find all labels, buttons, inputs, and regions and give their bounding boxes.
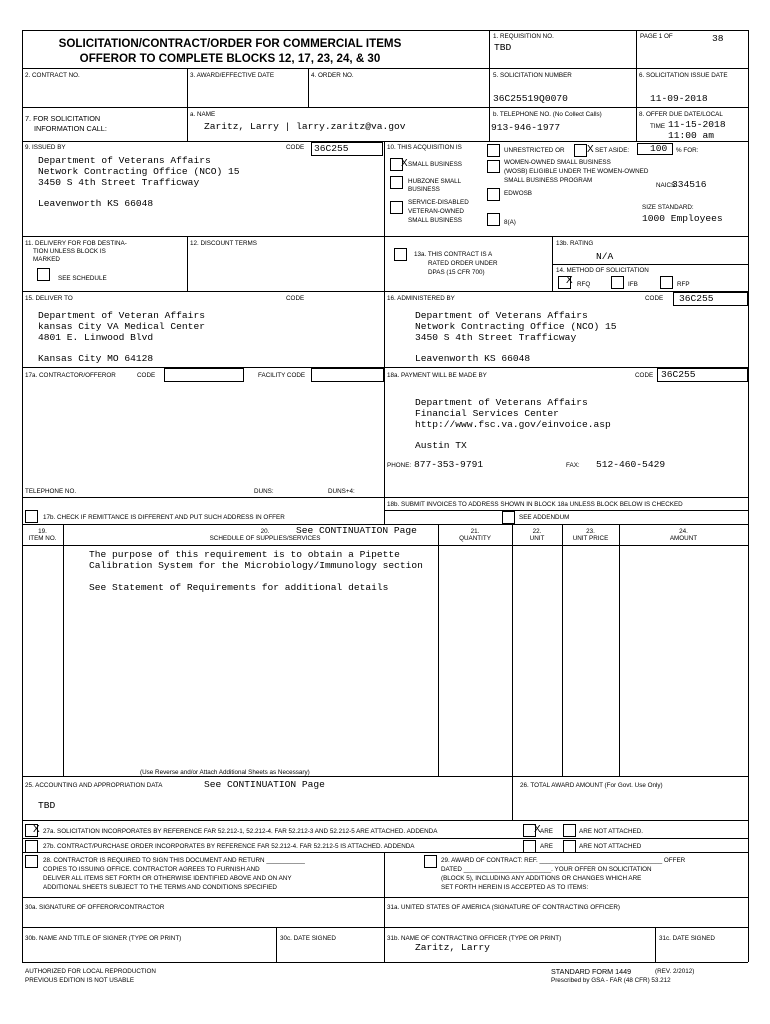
- page-label: PAGE 1 OF: [640, 33, 673, 40]
- issued-by-code-label: CODE: [286, 144, 305, 151]
- clause-27a-check-mark: X: [33, 824, 40, 835]
- col-unit-price-num: 23.: [586, 528, 595, 535]
- wosb-label-3: SMALL BUSINESS PROGRAM: [504, 177, 593, 184]
- method-label: 14. METHOD OF SOLICITATION: [556, 267, 649, 274]
- rfp-label: RFP: [677, 281, 690, 288]
- rated-order-label-3: DPAS (15 CFR 700): [428, 269, 485, 276]
- deliver-to-line2: kansas City VA Medical Center: [38, 321, 205, 332]
- time-label: TIME: [650, 123, 666, 130]
- addendum-checkbox[interactable]: [502, 511, 515, 524]
- small-business-check-mark: X: [401, 158, 408, 169]
- delivery-fob-label-3: MARKED: [33, 256, 60, 263]
- eight-a-label: 8(A): [504, 219, 516, 226]
- solicitation-no-label: 5. SOLICITATION NUMBER: [493, 72, 572, 79]
- set-aside-label: SET ASIDE:: [595, 147, 630, 154]
- see-schedule-label: SEE SCHEDULE: [58, 275, 107, 282]
- payment-phone[interactable]: 877-353-9791: [414, 459, 484, 470]
- administered-by-line2: Network Contracting Office (NCO) 15: [415, 321, 617, 332]
- payment-line4: Austin TX: [415, 440, 467, 451]
- payment-fax[interactable]: 512-460-5429: [596, 459, 666, 470]
- col-unit-num: 22.: [532, 528, 542, 535]
- col-item-no: ITEM NO.: [28, 535, 57, 542]
- deliver-to-label: 15. DELIVER TO: [25, 295, 73, 302]
- payment-code-label: CODE: [635, 372, 654, 379]
- duns4-label: DUNS+4:: [328, 488, 355, 495]
- contract-no-label: 2. CONTRACT NO.: [25, 72, 80, 79]
- clause-27a-are: ARE: [540, 828, 553, 835]
- remittance-checkbox[interactable]: [25, 510, 38, 523]
- accounting-value: See CONTINUATION Page: [204, 779, 325, 790]
- clause-27a-label: 27a. SOLICITATION INCORPORATES BY REFERENCE FAR 52.212-1, 52.212-4. FAR 52.212-3 AND 52.212-5 ARE ATTACHED. ADDENDA: [43, 828, 438, 835]
- deliver-to-line3: 4801 E. Linwood Blvd: [38, 332, 154, 343]
- administered-by-label: 16. ADMINISTERED BY: [387, 295, 455, 302]
- hubzone-label-2: BUSINESS: [408, 186, 440, 193]
- clause-27a-are-not: ARE NOT ATTACHED.: [579, 828, 644, 835]
- payment-line2: Financial Services Center: [415, 408, 559, 419]
- phone-label: b. TELEPHONE NO. (No Collect Calls): [493, 111, 602, 118]
- block-29-line3: (BLOCK 5), INCLUDING ANY ADDITIONS OR CHANGES WHICH ARE: [441, 875, 642, 882]
- clause-27a-are-check-mark: X: [534, 824, 541, 835]
- solicitation-no-value[interactable]: 36C25519Q0070: [493, 93, 568, 104]
- ifb-checkbox[interactable]: [611, 276, 624, 289]
- officer-31b-value[interactable]: Zaritz, Larry: [415, 942, 490, 953]
- total-award-label: 26. TOTAL AWARD AMOUNT (For Govt. Use Only): [520, 782, 663, 789]
- col-schedule: SCHEDULE OF SUPPLIES/SERVICES: [209, 535, 321, 542]
- telephone-label: TELEPHONE NO.: [25, 488, 77, 495]
- block-28-checkbox[interactable]: [25, 855, 38, 868]
- block-28-line2: COPIES TO ISSUING OFFICE. CONTRACTOR AGREES TO FURNISH AND: [43, 866, 260, 873]
- form-title: SOLICITATION/CONTRACT/ORDER FOR COMMERCIAL ITEMS: [58, 37, 402, 50]
- wosb-label: WOMEN-OWNED SMALL BUSINESS: [504, 159, 611, 166]
- unrestricted-label: UNRESTRICTED OR: [504, 147, 565, 154]
- page-total: 38: [712, 33, 724, 44]
- sdvosb-label: SERVICE-DISABLED: [408, 199, 469, 206]
- for-info-label: 7. FOR SOLICITATION: [25, 114, 101, 123]
- block-28-line3: DELIVER ALL ITEMS SET FORTH OR OTHERWISE IDENTIFIED ABOVE AND ON ANY: [43, 875, 292, 882]
- accounting-label: 25. ACCOUNTING AND APPROPRIATION DATA: [25, 782, 163, 789]
- phone-value[interactable]: 913-946-1977: [491, 122, 561, 133]
- due-date-value[interactable]: 11-15-2018: [668, 119, 726, 130]
- payment-phone-label: PHONE:: [387, 462, 412, 469]
- rfq-check-mark: X: [566, 275, 573, 286]
- issued-by-line1: Department of Veterans Affairs: [38, 155, 211, 166]
- clause-27b-are-not: ARE NOT ATTACHED: [579, 843, 642, 850]
- acquisition-label: 10. THIS ACQUISITION IS: [387, 144, 462, 151]
- accounting-tbd[interactable]: TBD: [38, 800, 56, 811]
- signer-30b-label: 30b. NAME AND TITLE OF SIGNER (TYPE OR PRINT): [25, 935, 182, 942]
- clause-27b-checkbox[interactable]: [25, 840, 38, 853]
- block-29-line2: DATED _________________________. YOUR OFFER ON SOLICITATION: [441, 866, 652, 873]
- footer-revision: (REV. 2/2012): [655, 968, 695, 975]
- hubzone-label: HUBZONE SMALL: [408, 178, 462, 185]
- payment-fax-label: FAX:: [566, 462, 580, 469]
- deliver-to-line1: Department of Veteran Affairs: [38, 310, 205, 321]
- col-unit-price: UNIT PRICE: [572, 535, 609, 542]
- award-date-label: 3. AWARD/EFFECTIVE DATE: [190, 72, 275, 79]
- edwosb-label: EDWOSB: [504, 190, 532, 197]
- signature-30a-label: 30a. SIGNATURE OF OFFEROR/CONTRACTOR: [25, 904, 165, 911]
- requisition-value[interactable]: TBD: [494, 42, 512, 53]
- discount-terms-label: 12. DISCOUNT TERMS: [190, 240, 257, 247]
- rated-order-checkbox[interactable]: [394, 248, 407, 261]
- date-31c-label: 31c. DATE SIGNED: [659, 935, 715, 942]
- rating-value[interactable]: N/A: [596, 251, 614, 262]
- reverse-note: (Use Reverse and/or Attach Additional Sheets as Necessary): [140, 769, 310, 776]
- size-standard-label: SIZE STANDARD:: [642, 204, 694, 211]
- sdvosb-checkbox[interactable]: [390, 201, 403, 214]
- form-subtitle: OFFEROR TO COMPLETE BLOCKS 12, 17, 23, 24, & 30: [79, 52, 381, 65]
- col-schedule-num: 20.: [260, 528, 270, 535]
- payment-line1: Department of Veterans Affairs: [415, 397, 588, 408]
- issued-by-line4: Leavenworth KS 66048: [38, 198, 154, 209]
- name-label: a. NAME: [190, 111, 216, 118]
- schedule-description-2: Calibration System for the Microbiology/Immunology section: [89, 560, 423, 571]
- schedule-description-1: The purpose of this requirement is to obtain a Pipette: [89, 549, 400, 560]
- naics-value[interactable]: 334516: [672, 179, 707, 190]
- block-28-line1: 28. CONTRACTOR IS REQUIRED TO SIGN THIS DOCUMENT AND RETURN ___________: [43, 857, 305, 864]
- rfp-checkbox[interactable]: [660, 276, 673, 289]
- issued-by-line2: Network Contracting Office (NCO) 15: [38, 166, 240, 177]
- naics-label: NAICS:: [656, 182, 677, 189]
- col-amount: AMOUNT: [669, 535, 698, 542]
- sdvosb-label-2: VETERAN-OWNED: [408, 208, 464, 215]
- administered-by-code: 36C255: [679, 293, 714, 304]
- block-29-line1: 29. AWARD OF CONTRACT: REF. ___________________________________ OFFER: [441, 857, 686, 864]
- block-28-line4: ADDITIONAL SHEETS SUBJECT TO THE TERMS AND CONDITIONS SPECIFIED: [43, 884, 277, 891]
- administered-by-line4: Leavenworth KS 66048: [415, 353, 531, 364]
- set-aside-check-mark: X: [587, 144, 594, 155]
- set-aside-checkbox[interactable]: [574, 144, 587, 157]
- clause-27a-are-not-checkbox[interactable]: [563, 824, 576, 837]
- administered-by-line3: 3450 S 4th Street Trafficway: [415, 332, 577, 343]
- submit-invoices-label: 18b. SUBMIT INVOICES TO ADDRESS SHOWN IN BLOCK 18a UNLESS BLOCK BELOW IS CHECKED: [387, 501, 683, 508]
- payment-code: 36C255: [661, 369, 696, 380]
- deliver-to-line4: Kansas City MO 64128: [38, 353, 154, 364]
- schedule-continuation: See CONTINUATION Page: [296, 525, 417, 536]
- contact-name-value[interactable]: Zaritz, Larry | larry.zaritz@va.gov: [204, 121, 406, 132]
- col-unit: UNIT: [529, 535, 545, 542]
- edwosb-checkbox[interactable]: [487, 188, 500, 201]
- administered-by-line1: Department of Veterans Affairs: [415, 310, 588, 321]
- footer-prescribed: Prescribed by GSA - FAR (48 CFR) 53.212: [551, 977, 671, 984]
- wosb-checkbox[interactable]: [487, 160, 500, 173]
- size-standard-value[interactable]: 1000 Employees: [642, 213, 723, 224]
- clause-27b-label: 27b. CONTRACT/PURCHASE ORDER INCORPORATES BY REFERENCE FAR 52.212-4. FAR 52.212-5 IS ATTACHED. ADDENDA: [43, 843, 415, 850]
- administered-by-code-label: CODE: [645, 295, 664, 302]
- percent-for-label: % FOR:: [676, 147, 699, 154]
- clause-27b-are-not-checkbox[interactable]: [563, 840, 576, 853]
- payment-line3: http://www.fsc.va.gov/einvoice.asp: [415, 419, 611, 430]
- clause-27b-are: ARE: [540, 843, 553, 850]
- unrestricted-checkbox[interactable]: [487, 144, 500, 157]
- delivery-fob-label-2: TION UNLESS BLOCK IS: [33, 248, 106, 255]
- remittance-label: 17b. CHECK IF REMITTANCE IS DIFFERENT AND PUT SUCH ADDRESS IN OFFER: [43, 514, 285, 521]
- schedule-description-3: See Statement of Requirements for additional details: [89, 582, 389, 593]
- footer-authorized: AUTHORIZED FOR LOCAL REPRODUCTION: [25, 968, 156, 975]
- issue-date-label: 6. SOLICITATION ISSUE DATE: [639, 72, 728, 79]
- due-time-value[interactable]: 11:00 am: [668, 130, 715, 141]
- contractor-label: 17a. CONTRACTOR/OFFEROR: [25, 372, 116, 379]
- contractor-code-label: CODE: [137, 372, 156, 379]
- col-quantity-num: 21.: [470, 528, 480, 535]
- duns-label: DUNS:: [254, 488, 274, 495]
- signature-31a-label: 31a. UNITED STATES OF AMERICA (SIGNATURE OF CONTRACTING OFFICER): [387, 904, 621, 911]
- ifb-label: IFB: [628, 281, 638, 288]
- sdvosb-label-3: SMALL BUSINESS: [408, 217, 463, 224]
- footer-previous-edition: PREVIOUS EDITION IS NOT USABLE: [25, 977, 135, 984]
- officer-31b-label: 31b. NAME OF CONTRACTING OFFICER (TYPE OR PRINT): [387, 935, 562, 942]
- for-info-label-2: INFORMATION CALL:: [34, 124, 107, 133]
- rfq-label: RFQ: [577, 281, 591, 288]
- addendum-label: SEE ADDENDUM: [519, 514, 570, 521]
- facility-code-label: FACILITY CODE: [258, 372, 306, 379]
- block-29-line4: SET FORTH HEREIN IS ACCEPTED AS TO ITEMS:: [441, 884, 589, 891]
- order-no-label: 4. ORDER NO.: [311, 72, 354, 79]
- deliver-to-code-label: CODE: [286, 295, 305, 302]
- hubzone-checkbox[interactable]: [390, 176, 403, 189]
- delivery-fob-label: 11. DELIVERY FOR FOB DESTINA-: [25, 240, 127, 247]
- issue-date-value[interactable]: 11-09-2018: [650, 93, 708, 104]
- col-amount-num: 24.: [679, 528, 688, 535]
- block-29-checkbox[interactable]: [424, 855, 437, 868]
- rating-label: 13b. RATING: [556, 240, 594, 247]
- payment-label: 18a. PAYMENT WILL BE MADE BY: [387, 372, 487, 379]
- small-business-label: SMALL BUSINESS: [408, 161, 463, 168]
- col-item-no-num: 19.: [38, 528, 47, 535]
- see-schedule-checkbox[interactable]: [37, 268, 50, 281]
- footer-form-name: STANDARD FORM 1449: [551, 967, 632, 976]
- facility-code-field[interactable]: [311, 368, 384, 382]
- contractor-code-field[interactable]: [164, 368, 244, 382]
- issued-by-label: 9. ISSUED BY: [25, 144, 66, 151]
- issued-by-code: 36C255: [314, 143, 349, 154]
- requisition-label: 1. REQUISITION NO.: [493, 33, 554, 40]
- clause-27b-are-checkbox[interactable]: [523, 840, 536, 853]
- col-quantity: QUANTITY: [459, 535, 491, 542]
- rated-order-label: 13a. THIS CONTRACT IS A: [414, 251, 493, 258]
- set-aside-percent: 100: [650, 143, 668, 154]
- rated-order-label-2: RATED ORDER UNDER: [428, 260, 498, 267]
- due-date-label: 8. OFFER DUE DATE/LOCAL: [639, 111, 723, 118]
- date-30c-label: 30c. DATE SIGNED: [280, 935, 336, 942]
- wosb-label-2: (WOSB) ELIGIBLE UNDER THE WOMEN-OWNED: [504, 168, 649, 175]
- issued-by-line3: 3450 S 4th Street Trafficway: [38, 177, 200, 188]
- eight-a-checkbox[interactable]: [487, 213, 500, 226]
